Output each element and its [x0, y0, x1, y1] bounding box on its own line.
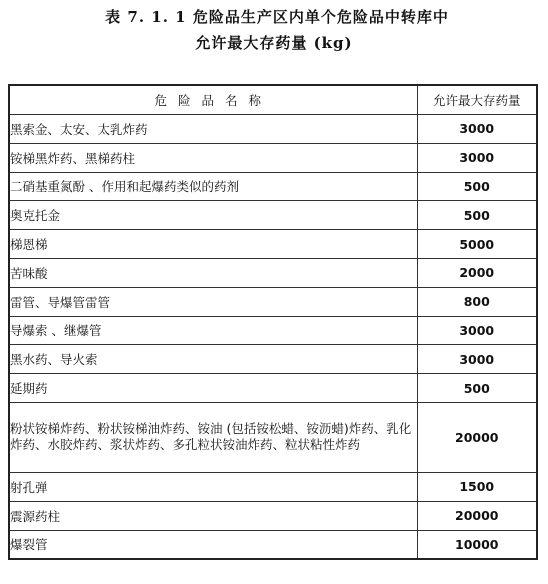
product-name-cell: 粉状铵梯炸药、粉状铵梯油炸药、铵油 (包括铵松蜡、铵沥蜡)炸药、乳化炸药、水胶炸药、浆状炸药、多孔粒状铵油炸药、粒状粘性炸药 — [9, 402, 417, 472]
max-amount-cell: 500 — [417, 172, 537, 201]
caption-line-1: 表 7. 1. 1 危险品生产区内单个危险品中转库中 — [105, 8, 449, 26]
product-name-cell: 奥克托金 — [9, 201, 417, 230]
table-row — [9, 287, 537, 316]
product-name-cell: 延期药 — [9, 374, 417, 403]
header-max-amount: 允许最大存药量 — [417, 85, 537, 115]
table-row — [9, 230, 537, 259]
table-row — [9, 402, 537, 472]
product-name-cell: 二硝基重氮酚 、作用和起爆药类似的药剂 — [9, 172, 417, 201]
table-row — [9, 201, 537, 230]
product-name-cell: 梯恩梯 — [9, 230, 417, 259]
product-name-cell: 铵梯黑炸药、黑梯药柱 — [9, 143, 417, 172]
max-amount-cell: 1500 — [417, 472, 537, 501]
max-amount-cell: 3000 — [417, 115, 537, 144]
product-name-cell: 爆裂管 — [9, 530, 417, 559]
header-row — [9, 85, 537, 115]
max-amount-cell: 3000 — [417, 316, 537, 345]
max-amount-cell: 500 — [417, 374, 537, 403]
product-name-cell: 雷管、导爆管雷管 — [9, 287, 417, 316]
product-name-cell: 黑索金、太安、太乳炸药 — [9, 115, 417, 144]
table-row — [9, 530, 537, 559]
table-row — [9, 258, 537, 287]
table-row — [9, 316, 537, 345]
table-row — [9, 501, 537, 530]
max-amount-cell: 10000 — [417, 530, 537, 559]
max-amount-cell: 5000 — [417, 230, 537, 259]
max-amount-cell: 20000 — [417, 501, 537, 530]
table-row — [9, 115, 537, 144]
product-name-cell: 黑水药、导火索 — [9, 345, 417, 374]
max-amount-cell: 20000 — [417, 402, 537, 472]
caption-line-2: 允许最大存药量 (kg) — [195, 34, 353, 52]
max-amount-cell: 3000 — [417, 345, 537, 374]
max-amount-cell: 3000 — [417, 143, 537, 172]
table-caption — [0, 6, 548, 54]
product-name-cell: 射孔弹 — [9, 472, 417, 501]
table-row — [9, 172, 537, 201]
max-amount-cell: 800 — [417, 287, 537, 316]
product-name-cell: 苦味酸 — [9, 258, 417, 287]
product-name-cell: 导爆索 、继爆管 — [9, 316, 417, 345]
header-product-name: 危险品名称 — [9, 85, 417, 115]
table-row — [9, 472, 537, 501]
table-row — [9, 143, 537, 172]
table-row — [9, 374, 537, 403]
product-name-cell: 震源药柱 — [9, 501, 417, 530]
max-amount-cell: 500 — [417, 201, 537, 230]
storage-limit-table — [8, 84, 538, 560]
table-row — [9, 345, 537, 374]
max-amount-cell: 2000 — [417, 258, 537, 287]
